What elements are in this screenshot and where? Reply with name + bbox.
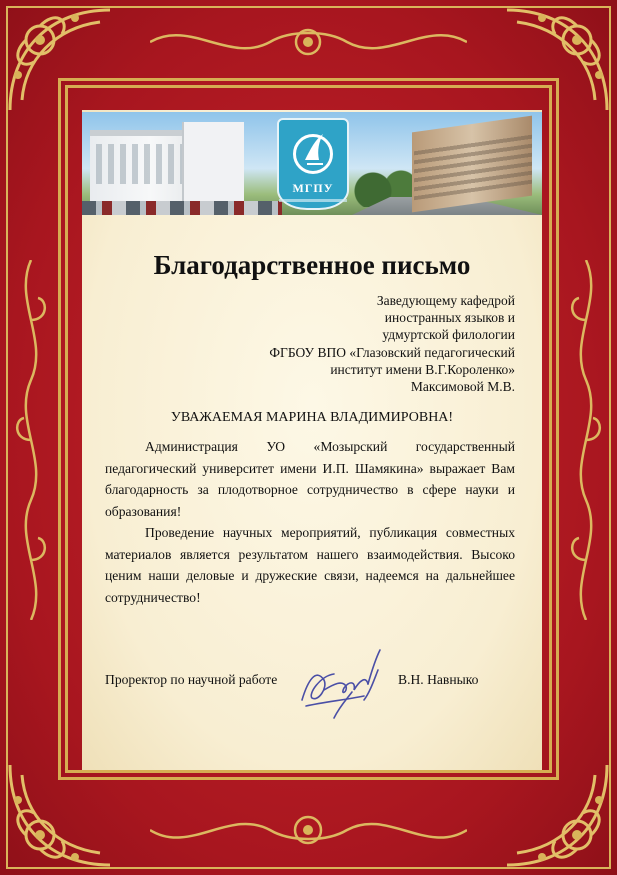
greeting: УВАЖАЕМАЯ МАРИНА ВЛАДИМИРОВНА! xyxy=(170,410,454,425)
signatory-name: В.Н. Навныко xyxy=(398,672,479,687)
university-logo xyxy=(277,118,349,210)
crane-icon xyxy=(301,130,329,170)
addressee-line: Заведующему кафедрой xyxy=(376,293,515,308)
signatory-role: Проректор по научной работе xyxy=(105,672,278,687)
bottom-ornament-icon xyxy=(150,800,467,860)
parked-cars xyxy=(82,201,282,215)
logo-subline xyxy=(279,199,347,202)
addressee-line: институт имени В.Г.Короленко» xyxy=(330,361,515,377)
addressee-line: Максимовой М.В. xyxy=(410,379,515,395)
building-left-tower xyxy=(182,122,244,207)
logo-text: МГПУ xyxy=(292,181,334,195)
handwritten-signature-icon xyxy=(294,640,394,725)
addressee-line: иностранных языков и xyxy=(384,310,515,326)
addressee-line: ФГБОУ ВПО «Глазовский педагогический xyxy=(269,344,515,360)
side-ornament-right-icon xyxy=(563,260,609,620)
paragraph-gratitude: Администрация УО «Мозырский государственный педагогический университет имени И.П. Шамякина» выражает Вам благодарность за плодотворное сотрудничество в сфере науки и образования! xyxy=(105,439,515,519)
side-ornament-left-icon xyxy=(8,260,54,620)
paragraph-cooperation: Проведение научных мероприятий, публикация совместных материалов является результатом нашего взаимодействия. Высоко ценим наши деловые и дружеские связи, надеемся на дальнейшее сотрудничество! xyxy=(105,525,515,605)
addressee-block xyxy=(155,292,515,395)
top-ornament-icon xyxy=(150,14,467,70)
letter-title: Благодарственное письмо xyxy=(153,250,471,280)
university-photo-banner xyxy=(82,112,542,215)
addressee-line: удмуртской филологии xyxy=(382,327,515,343)
